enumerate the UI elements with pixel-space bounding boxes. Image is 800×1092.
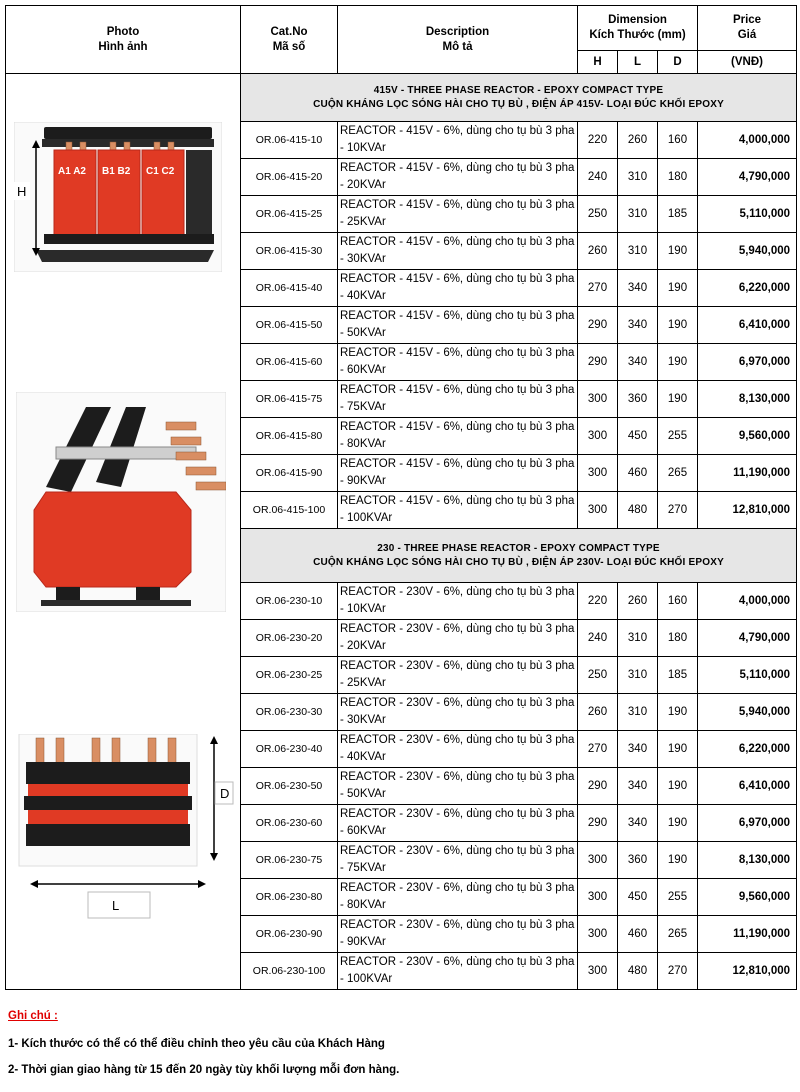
dim-h-cell: 240 [578, 620, 618, 657]
dim-l-cell: 340 [618, 307, 658, 344]
section-title: 230 - THREE PHASE REACTOR - EPOXY COMPACT TYPE CUỘN KHÁNG LỌC SÓNG HÀI CHO TỤ BÙ , ĐIỆN ÁP 230V- LOẠI ĐÚC KHỐI EPOXY [241, 529, 797, 583]
cat-no-cell: OR.06-230-30 [241, 694, 338, 731]
price-cell: 12,810,000 [698, 492, 797, 529]
cat-no-cell: OR.06-230-100 [241, 953, 338, 990]
dim-d-cell: 265 [658, 916, 698, 953]
cat-no-cell: OR.06-230-80 [241, 879, 338, 916]
dim-l-cell: 310 [618, 620, 658, 657]
price-cell: 4,000,000 [698, 122, 797, 159]
header-photo: Photo Hình ảnh [6, 6, 241, 74]
dim-d-cell: 190 [658, 768, 698, 805]
dim-l-cell: 340 [618, 731, 658, 768]
dim-l-cell: 460 [618, 455, 658, 492]
dim-h-cell: 260 [578, 694, 618, 731]
cat-no-cell: OR.06-415-100 [241, 492, 338, 529]
header-description: Description Mô tả [338, 6, 578, 74]
dim-d-cell: 190 [658, 344, 698, 381]
dim-l-cell: 450 [618, 418, 658, 455]
reactor-photo-front [14, 122, 222, 272]
price-cell: 6,970,000 [698, 805, 797, 842]
cat-no-cell: OR.06-230-75 [241, 842, 338, 879]
description-cell: REACTOR - 415V - 6%, dùng cho tụ bù 3 pha - 90KVAr [338, 455, 578, 492]
dim-h-cell: 300 [578, 879, 618, 916]
header-price: Price Giá [698, 6, 797, 51]
dim-d-cell: 270 [658, 492, 698, 529]
header-dim-d: D [658, 51, 698, 74]
cat-no-cell: OR.06-230-20 [241, 620, 338, 657]
description-cell: REACTOR - 415V - 6%, dùng cho tụ bù 3 pha - 50KVAr [338, 307, 578, 344]
dim-h-cell: 260 [578, 233, 618, 270]
dim-h-cell: 300 [578, 455, 618, 492]
dim-l-cell: 260 [618, 122, 658, 159]
notes-title: Ghi chú : [8, 1010, 58, 1022]
dim-d-cell: 190 [658, 233, 698, 270]
dim-l-cell: 340 [618, 805, 658, 842]
description-cell: REACTOR - 230V - 6%, dùng cho tụ bù 3 pha - 75KVAr [338, 842, 578, 879]
price-cell: 8,130,000 [698, 842, 797, 879]
dim-h-cell: 270 [578, 731, 618, 768]
cat-no-cell: OR.06-230-60 [241, 805, 338, 842]
cat-no-cell: OR.06-415-50 [241, 307, 338, 344]
dim-h-cell: 250 [578, 657, 618, 694]
dim-d-cell: 180 [658, 159, 698, 196]
label-d: D [220, 786, 230, 801]
dim-h-cell: 300 [578, 381, 618, 418]
dim-h-cell: 290 [578, 344, 618, 381]
note-item-1: 1- Kích thước có thể có thể điều chỉnh theo yêu cầu của Khách Hàng [8, 1038, 385, 1050]
price-cell: 4,790,000 [698, 159, 797, 196]
description-cell: REACTOR - 415V - 6%, dùng cho tụ bù 3 pha - 75KVAr [338, 381, 578, 418]
photo-column [6, 74, 241, 990]
dim-l-cell: 260 [618, 583, 658, 620]
price-cell: 9,560,000 [698, 418, 797, 455]
dim-l-cell: 310 [618, 159, 658, 196]
section-header-row [6, 74, 797, 122]
description-cell: REACTOR - 230V - 6%, dùng cho tụ bù 3 pha - 40KVAr [338, 731, 578, 768]
description-cell: REACTOR - 415V - 6%, dùng cho tụ bù 3 pha - 40KVAr [338, 270, 578, 307]
cat-no-cell: OR.06-415-30 [241, 233, 338, 270]
price-cell: 4,000,000 [698, 583, 797, 620]
header-dimension: Dimension Kích Thước (mm) [578, 6, 698, 51]
description-cell: REACTOR - 230V - 6%, dùng cho tụ bù 3 pha - 20KVAr [338, 620, 578, 657]
price-cell: 5,940,000 [698, 694, 797, 731]
dim-l-cell: 340 [618, 344, 658, 381]
dim-d-cell: 160 [658, 122, 698, 159]
dim-h-cell: 240 [578, 159, 618, 196]
description-cell: REACTOR - 415V - 6%, dùng cho tụ bù 3 pha - 60KVAr [338, 344, 578, 381]
dim-d-cell: 185 [658, 196, 698, 233]
dim-h-cell: 300 [578, 492, 618, 529]
dim-l-cell: 310 [618, 657, 658, 694]
phase-label-c: C1 C2 [146, 166, 175, 177]
price-cell: 4,790,000 [698, 620, 797, 657]
header-currency: (VNĐ) [698, 51, 797, 74]
dim-d-cell: 190 [658, 307, 698, 344]
cat-no-cell: OR.06-415-10 [241, 122, 338, 159]
dim-h-cell: 300 [578, 916, 618, 953]
description-cell: REACTOR - 230V - 6%, dùng cho tụ bù 3 pha - 50KVAr [338, 768, 578, 805]
reactor-photo-dimensions [14, 734, 236, 919]
cat-no-cell: OR.06-415-20 [241, 159, 338, 196]
dim-d-cell: 255 [658, 879, 698, 916]
dim-h-cell: 290 [578, 307, 618, 344]
dim-l-cell: 480 [618, 953, 658, 990]
price-cell: 6,410,000 [698, 768, 797, 805]
cat-no-cell: OR.06-230-90 [241, 916, 338, 953]
dim-d-cell: 190 [658, 381, 698, 418]
dim-l-cell: 340 [618, 768, 658, 805]
description-cell: REACTOR - 415V - 6%, dùng cho tụ bù 3 pha - 25KVAr [338, 196, 578, 233]
dim-h-cell: 270 [578, 270, 618, 307]
dim-l-cell: 450 [618, 879, 658, 916]
price-cell: 9,560,000 [698, 879, 797, 916]
dim-d-cell: 160 [658, 583, 698, 620]
dim-h-cell: 300 [578, 953, 618, 990]
dim-l-cell: 360 [618, 381, 658, 418]
price-cell: 11,190,000 [698, 455, 797, 492]
dim-l-cell: 310 [618, 233, 658, 270]
dim-d-cell: 190 [658, 270, 698, 307]
dim-l-cell: 460 [618, 916, 658, 953]
dim-h-cell: 250 [578, 196, 618, 233]
dim-d-cell: 190 [658, 805, 698, 842]
note-item-2: 2- Thời gian giao hàng từ 15 đến 20 ngày tùy khối lượng mỗi đơn hàng. [8, 1064, 400, 1076]
description-cell: REACTOR - 415V - 6%, dùng cho tụ bù 3 pha - 30KVAr [338, 233, 578, 270]
price-cell: 5,110,000 [698, 657, 797, 694]
price-table [5, 5, 797, 990]
dim-d-cell: 190 [658, 842, 698, 879]
description-cell: REACTOR - 415V - 6%, dùng cho tụ bù 3 pha - 20KVAr [338, 159, 578, 196]
description-cell: REACTOR - 415V - 6%, dùng cho tụ bù 3 pha - 10KVAr [338, 122, 578, 159]
dim-h-cell: 220 [578, 122, 618, 159]
description-cell: REACTOR - 230V - 6%, dùng cho tụ bù 3 pha - 90KVAr [338, 916, 578, 953]
description-cell: REACTOR - 415V - 6%, dùng cho tụ bù 3 pha - 80KVAr [338, 418, 578, 455]
description-cell: REACTOR - 230V - 6%, dùng cho tụ bù 3 pha - 10KVAr [338, 583, 578, 620]
label-l: L [112, 898, 120, 913]
header-cat-no: Cat.No Mã số [241, 6, 338, 74]
dim-d-cell: 185 [658, 657, 698, 694]
price-cell: 5,110,000 [698, 196, 797, 233]
dim-h-cell: 300 [578, 418, 618, 455]
section-title: 415V - THREE PHASE REACTOR - EPOXY COMPACT TYPE CUỘN KHÁNG LỌC SÓNG HÀI CHO TỤ BÙ , ĐIỆN ÁP 415V- LOẠI ĐÚC KHỐI EPOXY [241, 74, 797, 122]
dim-l-cell: 310 [618, 196, 658, 233]
description-cell: REACTOR - 415V - 6%, dùng cho tụ bù 3 pha - 100KVAr [338, 492, 578, 529]
header-dim-l: L [618, 51, 658, 74]
price-cell: 11,190,000 [698, 916, 797, 953]
dim-l-cell: 480 [618, 492, 658, 529]
price-cell: 5,940,000 [698, 233, 797, 270]
price-cell: 8,130,000 [698, 381, 797, 418]
dim-d-cell: 190 [658, 694, 698, 731]
cat-no-cell: OR.06-230-10 [241, 583, 338, 620]
notes-section [8, 1010, 399, 1090]
dim-h-cell: 290 [578, 768, 618, 805]
dim-h-cell: 290 [578, 805, 618, 842]
price-cell: 6,220,000 [698, 731, 797, 768]
dim-d-cell: 255 [658, 418, 698, 455]
cat-no-cell: OR.06-230-50 [241, 768, 338, 805]
dim-d-cell: 265 [658, 455, 698, 492]
price-cell: 6,410,000 [698, 307, 797, 344]
description-cell: REACTOR - 230V - 6%, dùng cho tụ bù 3 pha - 60KVAr [338, 805, 578, 842]
cat-no-cell: OR.06-415-75 [241, 381, 338, 418]
cat-no-cell: OR.06-415-60 [241, 344, 338, 381]
phase-label-b: B1 B2 [102, 166, 131, 177]
price-cell: 6,220,000 [698, 270, 797, 307]
dim-d-cell: 270 [658, 953, 698, 990]
reactor-photo-side [16, 392, 226, 612]
cat-no-cell: OR.06-230-40 [241, 731, 338, 768]
description-cell: REACTOR - 230V - 6%, dùng cho tụ bù 3 pha - 100KVAr [338, 953, 578, 990]
price-cell: 6,970,000 [698, 344, 797, 381]
phase-label-a: A1 A2 [58, 166, 86, 177]
dim-l-cell: 340 [618, 270, 658, 307]
dim-d-cell: 190 [658, 731, 698, 768]
price-cell: 12,810,000 [698, 953, 797, 990]
cat-no-cell: OR.06-415-90 [241, 455, 338, 492]
cat-no-cell: OR.06-415-80 [241, 418, 338, 455]
description-cell: REACTOR - 230V - 6%, dùng cho tụ bù 3 pha - 25KVAr [338, 657, 578, 694]
cat-no-cell: OR.06-415-25 [241, 196, 338, 233]
cat-no-cell: OR.06-230-25 [241, 657, 338, 694]
cat-no-cell: OR.06-415-40 [241, 270, 338, 307]
header-row [6, 6, 797, 51]
dim-l-cell: 360 [618, 842, 658, 879]
dim-h-cell: 300 [578, 842, 618, 879]
dim-d-cell: 180 [658, 620, 698, 657]
label-h: H [17, 184, 27, 199]
header-dim-h: H [578, 51, 618, 74]
dim-h-cell: 220 [578, 583, 618, 620]
dim-l-cell: 310 [618, 694, 658, 731]
description-cell: REACTOR - 230V - 6%, dùng cho tụ bù 3 pha - 30KVAr [338, 694, 578, 731]
description-cell: REACTOR - 230V - 6%, dùng cho tụ bù 3 pha - 80KVAr [338, 879, 578, 916]
